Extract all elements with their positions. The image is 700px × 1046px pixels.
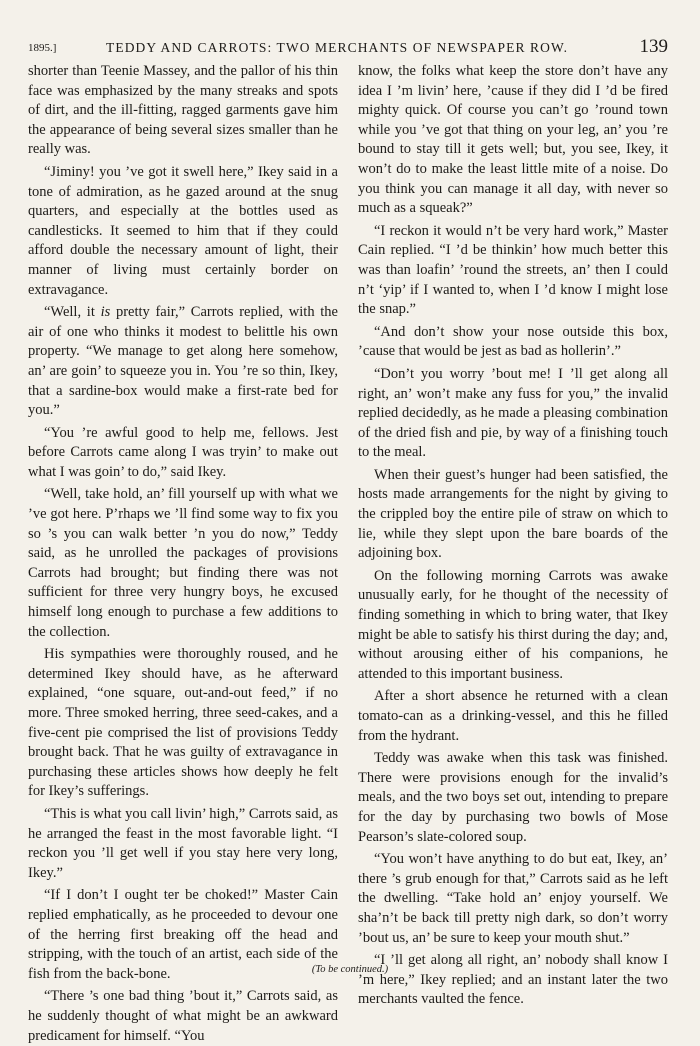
paragraph: “Well, it is pretty fair,” Carrots replied, with the air of one who thinks it modest to belittle his own property. “We manage to get along here somehow, an’ are goin’ to squeeze you in. You ’re so thin, Ikey, that a sardine-box would make a first-rate bed for you.” (28, 304, 338, 419)
page-number: 139 (639, 36, 668, 57)
left-column (28, 62, 338, 1046)
running-header (28, 38, 668, 60)
paragraph: “If I don’t I ought ter be choked!” Master Cain replied emphatically, as he proceeded to devour one of the herring first breaking off the head and stripping, with the touch of an artist, each side of the fish from the back-bone. (28, 887, 338, 982)
paragraph: “I reckon it would n’t be very hard work,” Master Cain replied. “I ’d be thinkin’ how much better this was than loafin’ ’round the streets, an’ then I could n’t ‘yip’ if I wanted to, when I ’d know I might lose the snap.” (358, 222, 668, 318)
continued-note: (To be continued.) (311, 964, 389, 975)
paragraph: “Don’t you worry ’bout me! I ’ll get along all right, an’ won’t make any fuss for you,” the invalid replied decidedly, as he made a pleasing combination of the dried fish and pie, by way of a finishing touch to the meal. (358, 365, 668, 461)
paragraph: On the following morning Carrots was awake unusually early, for he thought of the necessity of finding something in which to bring water, that Ikey might be able to satisfy his thirst during the day; and, without arousing either of his companions, he attended to this important business. (358, 567, 668, 682)
paragraph: “Well, take hold, an’ fill yourself up with what we ’ve got here. P’rhaps we ’ll find some way to fix you so ’s you can walk better ’n you do now,” Teddy said, as he unrolled the packages of provisions Carrots had brought; but finding there was not sufficient for three very hungry boys, he excused himself long enough to purchase a few additions to the collection. (28, 486, 338, 640)
paragraph: shorter than Teenie Massey, and the pallor of his thin face was emphasized by the many streaks and spots of dirt, and the ill-fitting, ragged garments gave him the appearance of being several sizes smaller than he really was. (28, 63, 338, 158)
paragraph: know, the folks what keep the store don’t have any idea I ’m livin’ here, ’cause if they did I ’d be fired mighty quick. Of course you can’t go ’round town while you ’ve got that thing on your leg, an’ you ’re bound to stay till it gets well; but, you see, Ikey, it won’t do to make the least little mite of a noise. Do you think you can manage it all day, with never so much as a squeak?” (358, 63, 668, 217)
paragraph: “This is what you call livin’ high,” Carrots said, as he arranged the feast in the most favorable light. “I reckon you ’ll get well if you stay here very long, Ikey.” (28, 805, 338, 881)
paragraph: “I ’ll get along all right, an’ nobody shall know I ’m here,” Ikey replied; and an instant later the two merchants vaulted the fence. (358, 952, 668, 1008)
header-year: 1895.] (28, 42, 57, 54)
paragraph: After a short absence he returned with a clean tomato-can as a drinking-vessel, and this he filled from the hydrant. (358, 688, 668, 744)
right-column (358, 62, 668, 1010)
paragraph: When their guest’s hunger had been satisfied, the hosts made arrangements for the night by giving to the crippled boy the entire pile of straw on which to lie, while they slept upon the bare boards of the adjoining box. (358, 466, 668, 562)
paragraph: “Jiminy! you ’ve got it swell here,” Ikey said in a tone of admiration, as he gazed around at the snug quarters, and especially at the bottles used as candlesticks. It seemed to him that if they could afford double the necessary amount of light, their manner of living must certainly border on extravagance. (28, 163, 338, 298)
paragraph: Teddy was awake when this task was finished. There were provisions enough for the invalid’s meals, and the two boys set out, intending to prepare for the day by purchasing two bowls of Mose Pearson’s slate-colored soup. (358, 750, 668, 845)
paragraph: “And don’t show your nose outside this box, ’cause that would be jest as bad as hollerin’.” (358, 323, 668, 360)
paragraph: “You won’t have anything to do but eat, Ikey, an’ there ’s grub enough for that,” Carrots said as he left the dwelling. “Take hold an’ enjoy yourself. We sha’n’t be back till pretty nigh dark, so don’t worry ’bout us, an’ be sure to keep your mouth shut.” (358, 851, 668, 946)
paragraph: “You ’re awful good to help me, fellows. Jest before Carrots came along I was tryin’ to make out what I was goin’ to do,” said Ikey. (28, 424, 338, 480)
paragraph: His sympathies were thoroughly roused, and he determined Ikey should have, as he afterward explained, “one square, out-and-out feed,” if no more. Three smoked herring, three seed-cakes, and a five-cent pie comprised the list of provisions Teddy brought back. That he was guilty of extravagance in purchasing these articles shows how deeply he felt for Ikey’s sufferings. (28, 646, 338, 800)
emphasis: is (100, 304, 111, 321)
paragraph: “There ’s one bad thing ’bout it,” Carrots said, as he suddenly thought of what might be an awkward predicament for himself. “You (28, 988, 338, 1044)
running-title: TEDDY AND CARROTS: TWO MERCHANTS OF NEWSPAPER ROW. (106, 40, 569, 55)
